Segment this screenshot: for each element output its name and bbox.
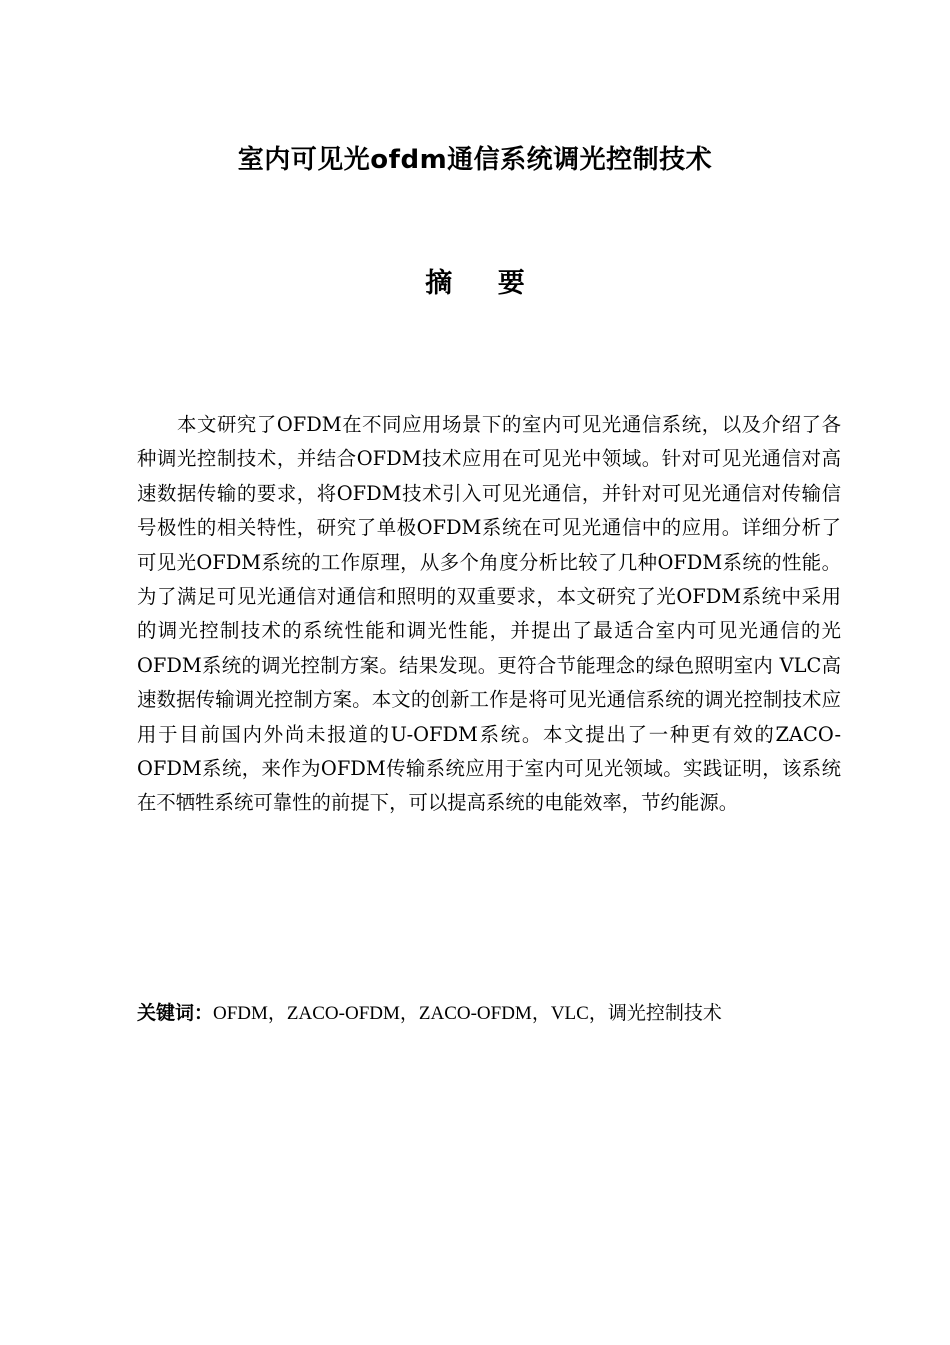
keywords-value: OFDM，ZACO-OFDM，ZACO-OFDM，VLC，调光控制技术 bbox=[213, 1003, 722, 1024]
abstract-heading: 摘 要 bbox=[425, 268, 543, 299]
abstract-body: 本文研究了OFDM在不同应用场景下的室内可见光通信系统，以及介绍了各种调光控制技术，并结合OFDM技术应用在可见光中领域。针对可见光通信对高速数据传输的要求，将OFDM技术引入可见光通信，并针对可见光通信对传输信号极性的相关特性，研究了单极OFDM系统在可见光通信中的应用。详细分析了可见光OFDM系统的工作原理，从多个角度分析比较了几种OFDM系统的性能。为了满足可见光通信对通信和照明的双重要求，本文研究了光OFDM系统中采用的调光控制技术的系统性能和调光性能，并提出了最适合室内可见光通信的光 OFDM系统的调光控制方案。结果发现。更符合节能理念的绿色照明室内 VLC高速数据传输调光控制方案。本文的创新工作是将可见光通信系统的调光控制技术应用于目前国内外尚未报道的U-OFDM系统。本文提出了一种更有效的ZACO-OFDM系统，来作为OFDM传输系统应用于室内可见光领域。实践证明，该系统在不牺牲系统可靠性的前提下，可以提高系统的电能效率，节约能源。 bbox=[137, 413, 841, 815]
keywords-label: 关键词： bbox=[137, 1002, 214, 1024]
document-title: 室内可见光ofdm通信系统调光控制技术 bbox=[237, 145, 713, 175]
keywords-line bbox=[137, 997, 841, 1030]
